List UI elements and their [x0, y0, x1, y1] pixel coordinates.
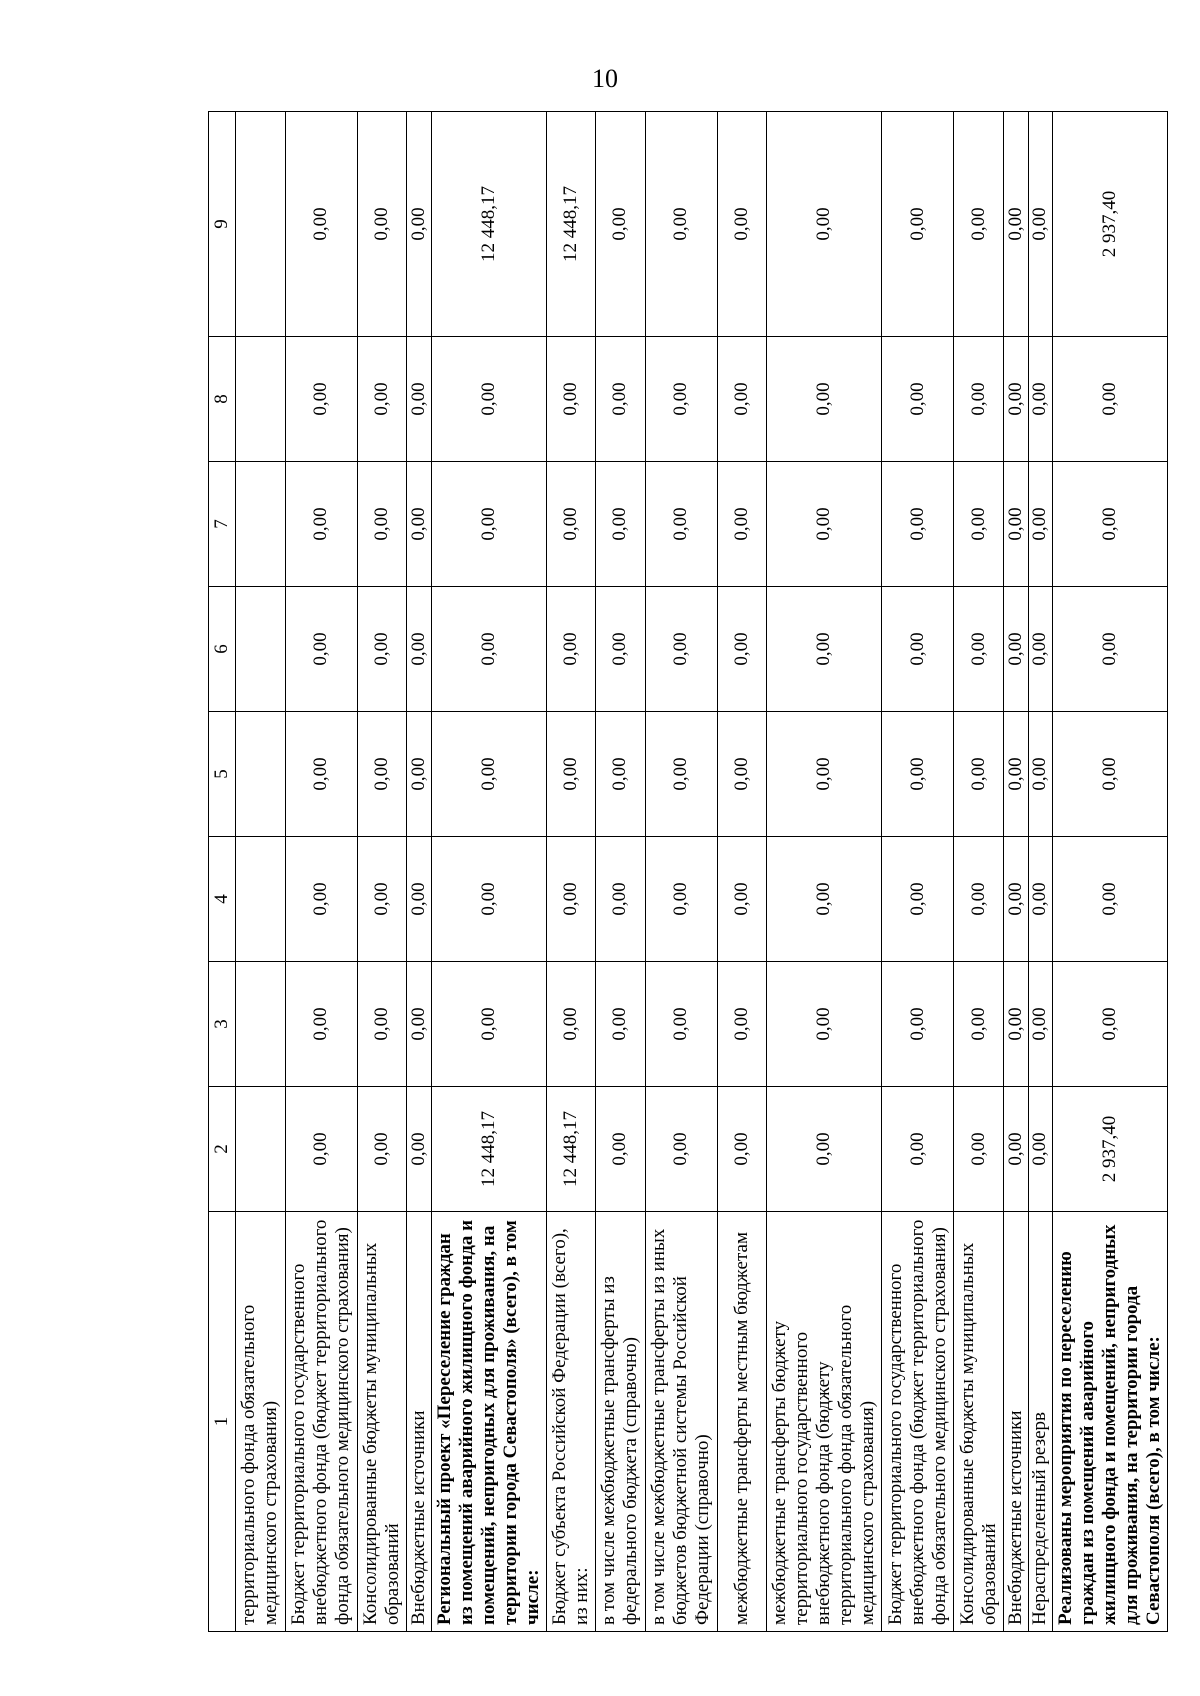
cell-value: 0,00: [357, 837, 407, 962]
cell-value: 0,00: [285, 587, 357, 712]
cell-value: 0,00: [882, 837, 954, 962]
cell-value: 0,00: [1003, 587, 1028, 712]
cell-value: 0,00: [1053, 837, 1168, 962]
cell-value: 2 937,40: [1053, 112, 1168, 337]
row-label: межбюджетные трансферты местным бюджетам: [717, 1212, 767, 1632]
row-label: в том числе межбюджетные трансферты из федерального бюджета (справочно): [596, 1212, 646, 1632]
cell-value: 0,00: [1003, 712, 1028, 837]
table-header-row: [209, 112, 236, 1632]
cell-value: 0,00: [546, 587, 596, 712]
cell-value: 12 448,17: [546, 1087, 596, 1212]
cell-value: 0,00: [645, 837, 717, 962]
column-header: 2: [209, 1087, 236, 1212]
table-row: [882, 112, 954, 1632]
column-header: 9: [209, 112, 236, 337]
cell-value: 0,00: [285, 962, 357, 1087]
cell-value: 0,00: [1028, 337, 1053, 462]
cell-value: [236, 962, 286, 1087]
cell-value: [236, 837, 286, 962]
column-header: 5: [209, 712, 236, 837]
column-header: 8: [209, 337, 236, 462]
cell-value: 0,00: [1003, 112, 1028, 337]
cell-value: 12 448,17: [546, 112, 596, 337]
row-label: Нераспределенный резерв: [1028, 1212, 1053, 1632]
row-label: Бюджет субъекта Российской Федерации (всего), из них:: [546, 1212, 596, 1632]
cell-value: 0,00: [767, 337, 882, 462]
column-header: 3: [209, 962, 236, 1087]
cell-value: 0,00: [596, 337, 646, 462]
column-header: 7: [209, 462, 236, 587]
cell-value: 0,00: [954, 1087, 1004, 1212]
cell-value: 0,00: [546, 837, 596, 962]
cell-value: 0,00: [717, 712, 767, 837]
cell-value: 0,00: [1003, 962, 1028, 1087]
cell-value: 0,00: [546, 962, 596, 1087]
row-label: Внебюджетные источники: [1003, 1212, 1028, 1632]
row-label: территориального фонда обязательного медицинского страхования): [236, 1212, 286, 1632]
cell-value: 0,00: [407, 1087, 432, 1212]
cell-value: 12 448,17: [432, 1087, 547, 1212]
table-row: [546, 112, 596, 1632]
cell-value: 0,00: [954, 962, 1004, 1087]
row-label: Бюджет территориального государственного внебюджетного фонда (бюджет территориального фонда обязательного медицинского страхования): [285, 1212, 357, 1632]
cell-value: 0,00: [882, 587, 954, 712]
cell-value: 0,00: [645, 587, 717, 712]
cell-value: 0,00: [432, 962, 547, 1087]
cell-value: 0,00: [882, 337, 954, 462]
table-row: [285, 112, 357, 1632]
table-row: [954, 112, 1004, 1632]
cell-value: 0,00: [717, 1087, 767, 1212]
cell-value: 0,00: [882, 962, 954, 1087]
cell-value: 0,00: [717, 112, 767, 337]
table-row: [717, 112, 767, 1632]
cell-value: 0,00: [1003, 462, 1028, 587]
table-row: [407, 112, 432, 1632]
table-row: [596, 112, 646, 1632]
cell-value: [236, 337, 286, 462]
cell-value: 0,00: [767, 962, 882, 1087]
cell-value: 0,00: [285, 112, 357, 337]
cell-value: 0,00: [357, 587, 407, 712]
row-label: Региональный проект «Переселение граждан из помещений аварийного жилищного фонда и помещений, непригодных для проживания, на территории города Севастополя» (всего), в том числе:: [432, 1212, 547, 1632]
page-number: 10: [592, 64, 618, 93]
cell-value: 0,00: [1003, 1087, 1028, 1212]
table-row: [1003, 112, 1028, 1632]
table-row: [357, 112, 407, 1632]
cell-value: 0,00: [954, 112, 1004, 337]
cell-value: 0,00: [1028, 837, 1053, 962]
cell-value: 0,00: [596, 962, 646, 1087]
cell-value: 0,00: [767, 587, 882, 712]
cell-value: 0,00: [1028, 587, 1053, 712]
cell-value: 0,00: [954, 712, 1004, 837]
cell-value: 0,00: [645, 1087, 717, 1212]
cell-value: 0,00: [882, 112, 954, 337]
cell-value: 0,00: [1028, 462, 1053, 587]
cell-value: 0,00: [546, 462, 596, 587]
table-row: [236, 112, 286, 1632]
row-label: Реализованы мероприятия по переселению граждан из помещений аварийного жилищного фонда и помещений, непригодных для проживания, на территории города Севастополя (всего), в том числе:: [1053, 1212, 1168, 1632]
cell-value: 0,00: [1053, 337, 1168, 462]
cell-value: 0,00: [1028, 1087, 1053, 1212]
cell-value: 0,00: [717, 837, 767, 962]
cell-value: 0,00: [285, 462, 357, 587]
cell-value: 0,00: [645, 337, 717, 462]
row-label: Консолидированные бюджеты муниципальных образований: [954, 1212, 1004, 1632]
cell-value: 0,00: [645, 962, 717, 1087]
table-row: [1028, 112, 1053, 1632]
cell-value: 0,00: [1053, 712, 1168, 837]
cell-value: 0,00: [767, 1087, 882, 1212]
row-label: Внебюджетные источники: [407, 1212, 432, 1632]
table-row: [767, 112, 882, 1632]
cell-value: 0,00: [596, 462, 646, 587]
cell-value: 0,00: [767, 462, 882, 587]
cell-value: 0,00: [407, 962, 432, 1087]
cell-value: 12 448,17: [432, 112, 547, 337]
cell-value: 0,00: [954, 587, 1004, 712]
cell-value: 0,00: [285, 337, 357, 462]
cell-value: 0,00: [882, 462, 954, 587]
cell-value: 0,00: [717, 462, 767, 587]
cell-value: 0,00: [1028, 712, 1053, 837]
cell-value: 0,00: [432, 337, 547, 462]
cell-value: [236, 712, 286, 837]
cell-value: [236, 1087, 286, 1212]
cell-value: 0,00: [432, 587, 547, 712]
cell-value: 0,00: [285, 712, 357, 837]
cell-value: 0,00: [407, 112, 432, 337]
cell-value: 0,00: [882, 712, 954, 837]
cell-value: 0,00: [357, 1087, 407, 1212]
cell-value: 0,00: [717, 962, 767, 1087]
cell-value: 0,00: [645, 462, 717, 587]
cell-value: 0,00: [407, 337, 432, 462]
cell-value: 0,00: [717, 337, 767, 462]
cell-value: 0,00: [596, 1087, 646, 1212]
cell-value: 0,00: [432, 462, 547, 587]
cell-value: 0,00: [357, 462, 407, 587]
cell-value: 0,00: [285, 837, 357, 962]
cell-value: 0,00: [357, 112, 407, 337]
cell-value: 0,00: [432, 712, 547, 837]
cell-value: 2 937,40: [1053, 1087, 1168, 1212]
row-label: межбюджетные трансферты бюджету территориального государственного внебюджетного фонда (бюджету территориального фонда обязательного медицинского страхования): [767, 1212, 882, 1632]
cell-value: [236, 587, 286, 712]
cell-value: 0,00: [1028, 112, 1053, 337]
row-label: Консолидированные бюджеты муниципальных образований: [357, 1212, 407, 1632]
table-row: [645, 112, 717, 1632]
cell-value: 0,00: [596, 587, 646, 712]
cell-value: 0,00: [1028, 962, 1053, 1087]
cell-value: 0,00: [546, 712, 596, 837]
cell-value: 0,00: [1053, 587, 1168, 712]
column-header: 4: [209, 837, 236, 962]
table-row: [432, 112, 547, 1632]
table-row: [1053, 112, 1168, 1632]
cell-value: 0,00: [596, 712, 646, 837]
cell-value: 0,00: [954, 462, 1004, 587]
cell-value: 0,00: [954, 837, 1004, 962]
row-label: в том числе межбюджетные трансферты из иных бюджетов бюджетной системы Российской Федерации (справочно): [645, 1212, 717, 1632]
row-label: Бюджет территориального государственного внебюджетного фонда (бюджет территориального фонда обязательного медицинского страхования): [882, 1212, 954, 1632]
cell-value: 0,00: [357, 337, 407, 462]
cell-value: [236, 112, 286, 337]
cell-value: 0,00: [767, 837, 882, 962]
cell-value: 0,00: [357, 962, 407, 1087]
cell-value: 0,00: [357, 712, 407, 837]
cell-value: 0,00: [1053, 962, 1168, 1087]
cell-value: 0,00: [407, 837, 432, 962]
cell-value: 0,00: [767, 712, 882, 837]
cell-value: 0,00: [1003, 337, 1028, 462]
cell-value: 0,00: [717, 587, 767, 712]
cell-value: 0,00: [882, 1087, 954, 1212]
cell-value: 0,00: [645, 712, 717, 837]
budget-table: [208, 111, 1168, 1632]
column-header: 1: [209, 1212, 236, 1632]
cell-value: 0,00: [954, 337, 1004, 462]
cell-value: 0,00: [285, 1087, 357, 1212]
cell-value: 0,00: [407, 462, 432, 587]
cell-value: 0,00: [432, 837, 547, 962]
table-body: [236, 112, 1168, 1632]
cell-value: 0,00: [546, 337, 596, 462]
cell-value: 0,00: [596, 112, 646, 337]
cell-value: 0,00: [407, 712, 432, 837]
cell-value: 0,00: [407, 587, 432, 712]
cell-value: [236, 462, 286, 587]
cell-value: 0,00: [596, 837, 646, 962]
cell-value: 0,00: [1003, 837, 1028, 962]
column-header: 6: [209, 587, 236, 712]
cell-value: 0,00: [1053, 462, 1168, 587]
cell-value: 0,00: [767, 112, 882, 337]
rotated-table-container: [208, 112, 1168, 1632]
cell-value: 0,00: [645, 112, 717, 337]
